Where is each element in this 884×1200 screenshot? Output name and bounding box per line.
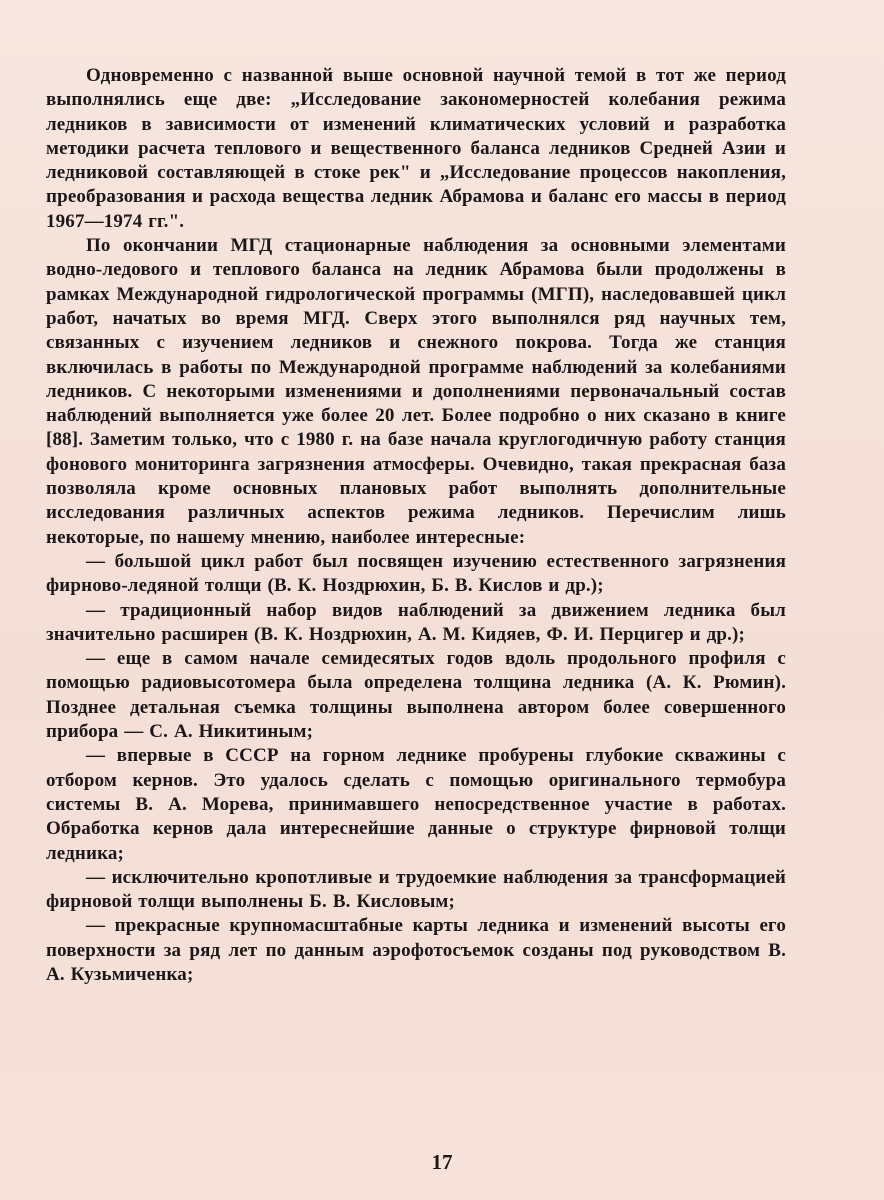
list-item-glacier-thickness: — еще в самом начале семидесятых годов вдоль продольного профиля с помощью радиовысотомера была определена толщина ледника (А. К. Рюмин). Позднее детальная съемка толщины выполнена автором более совершенного прибора — С. А. Никитиным; — [46, 648, 786, 743]
list-item-deep-drilling: — впервые в СССР на горном леднике пробурены глубокие скважины с отбором кернов. Это удалось сделать с помощью оригинального термобура системы В. А. Морева, принимавшего непосредственное участие в работах. Обработка кернов дала интереснейшие данные о структуре фирновой толщи ледника; — [46, 745, 786, 864]
list-item-glacier-motion: — традиционный набор видов наблюдений за движением ледника был значительно расширен (В. К. Ноздрюхин, А. М. Кидяев, Ф. И. Перцигер и др.); — [46, 599, 786, 645]
list-item-aerial-maps: — прекрасные крупномасштабные карты ледника и изменений высоты его поверхности за ряд лет по данным аэрофотосъемок созданы под руководством В. А. Кузьмиченка; — [46, 915, 786, 985]
paragraph-station-observations: По окончании МГД стационарные наблюдения за основными элементами водно-ледового и теплового баланса на ледник Абрамова были продолжены в рамках Международной гидрологической программы (МГП), наследовавшей цикл работ, начатых во время МГД. Сверх этого выполнялся ряд научных тем, связанных с изучением ледников и снежного покрова. Тогда же станция включилась в работы по Международной программе наблюдений за колебаниями ледников. С некоторыми изменениями и дополнениями первоначальный состав наблюдений выполняется уже более 20 лет. Более подробно о них сказано в книге [88]. Заметим только, что с 1980 г. на базе начала круглогодичную работу станция фонового мониторинга загрязнения атмосферы. Очевидно, такая прекрасная база позволяла кроме основных плановых работ выполнять дополнительные исследования различных аспектов режима ледников. Перечислим лишь некоторые, по нашему мнению, наиболее интересные: — [46, 235, 786, 548]
paragraph-research-topics: Одновременно с названной выше основной научной темой в тот же период выполнялись еще две: „Исследование закономерностей колебания режима ледников в зависимости от изменений климатических условий и разработка методики расчета теплового и вещественного баланса ледников Средней Азии и ледниковой составляющей в стоке рек" и „Исследование процессов накопления, преобразования и расхода вещества ледник Абрамова и баланс его массы в период 1967—1974 гг.". — [46, 65, 786, 232]
list-item-firn-transformation: — исключительно кропотливые и трудоемкие наблюдения за трансформацией фирновой толщи выполнены Б. В. Кисловым; — [46, 866, 786, 913]
list-item-pollution: — большой цикл работ был посвящен изучению естественного загрязнения фирново-ледяной толщи (В. К. Ноздрюхин, Б. В. Кислов и др.); — [46, 550, 786, 597]
page-number: 17 — [431, 1150, 453, 1174]
body-text — [46, 64, 786, 987]
